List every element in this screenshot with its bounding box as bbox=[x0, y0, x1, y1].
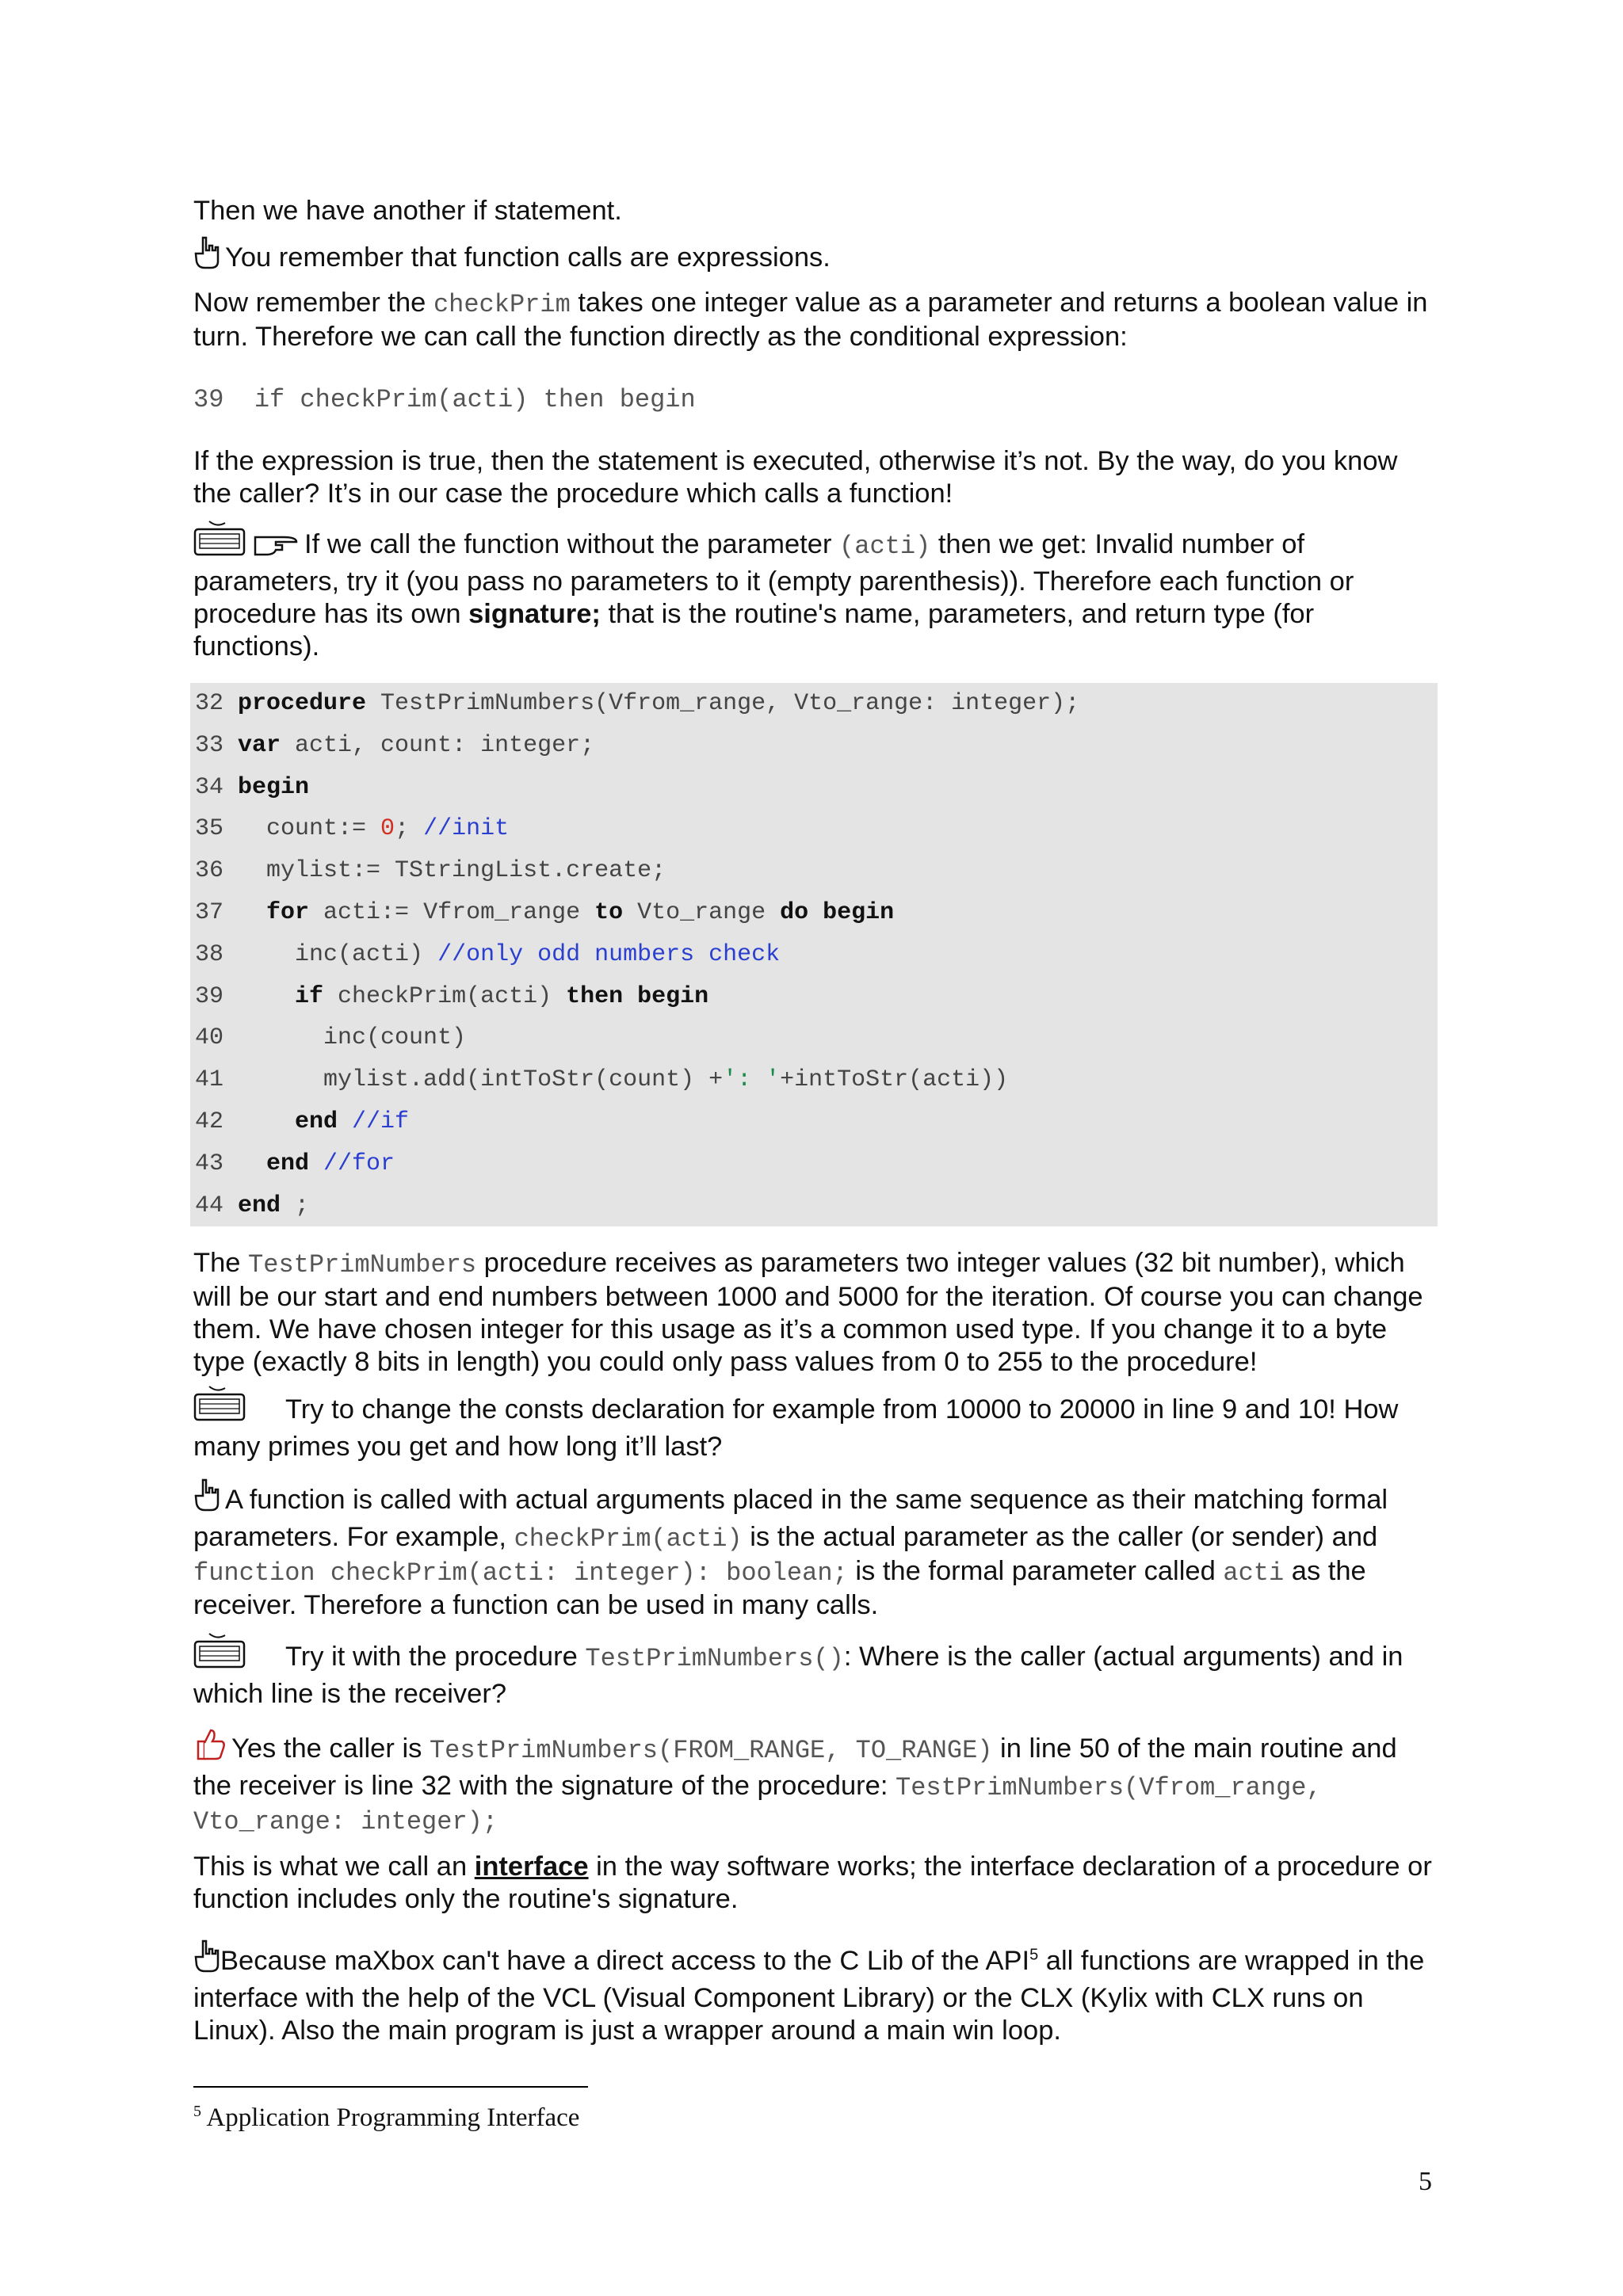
code-token: then begin bbox=[566, 982, 709, 1010]
code-line-number: 42 bbox=[195, 1108, 239, 1135]
pointing-hand-icon bbox=[193, 1938, 220, 1982]
code-token: if bbox=[295, 982, 338, 1010]
code-token: acti:= Vfrom_range bbox=[323, 899, 595, 926]
paragraph-interface: This is what we call an interface in the way software works; the interface declaration of a procedure or function includes only the routine's signature. bbox=[193, 1852, 1432, 1914]
code-token: //only odd numbers check bbox=[437, 940, 781, 968]
code-token: TestPrimNumbers(Vfrom_range, Vto_range: integer); bbox=[380, 690, 1080, 717]
code-line bbox=[195, 976, 708, 1018]
code-line bbox=[195, 1143, 395, 1185]
thumbs-up-icon bbox=[193, 1726, 227, 1770]
code-token bbox=[238, 1108, 295, 1135]
code-line bbox=[195, 1185, 309, 1227]
code-line-number: 43 bbox=[195, 1150, 239, 1177]
code-token: 0 bbox=[380, 815, 395, 843]
code-token bbox=[238, 983, 295, 1010]
code-token: inc(count) bbox=[238, 1024, 467, 1052]
code-line-number: 32 bbox=[195, 690, 239, 717]
code-line bbox=[195, 1101, 409, 1143]
code-line-number: 39 bbox=[195, 982, 239, 1010]
code-token: //init bbox=[423, 815, 510, 843]
paragraph-checkprim: Now remember the checkPrim takes one integer value as a parameter and returns a boolean value in turn. Therefore we can call the function directly as the conditional expression: bbox=[193, 288, 1428, 352]
paragraph-actual-arguments: A function is called with actual arguments placed in the same sequence as their matching formal parameters. For example, checkPrim(acti) is the actual parameter as the caller (or sender) and function checkPrim(acti: integer): boolean; is the formal parameter called acti as the receiver. Therefore a function can be used in many calls. bbox=[193, 1477, 1442, 1622]
code-line-number: 44 bbox=[195, 1192, 239, 1219]
code-token: count:= bbox=[238, 815, 381, 843]
code-token: ; bbox=[395, 815, 424, 843]
code-line bbox=[195, 1059, 1008, 1101]
code-token: do begin bbox=[780, 899, 895, 926]
code-line bbox=[195, 934, 780, 976]
paragraph-caller-answer: Yes the caller is TestPrimNumbers(FROM_RANGE, TO_RANGE) in line 50 of the main routine and the receiver is line 32 with the signature of the procedure: TestPrimNumbers(Vfrom_range, Vto_range: integer); bbox=[193, 1726, 1442, 1838]
code-token: +intToStr(acti)) bbox=[780, 1066, 1009, 1094]
code-line bbox=[195, 808, 509, 850]
code-token bbox=[238, 1150, 266, 1177]
code-line bbox=[195, 767, 309, 809]
code-token: ; bbox=[295, 1192, 310, 1219]
paragraph-if-statement: Then we have another if statement. bbox=[193, 196, 622, 226]
interface-link[interactable]: interface bbox=[474, 1852, 589, 1882]
code-line-number: 35 bbox=[195, 815, 239, 843]
code-token: acti, count: integer; bbox=[295, 731, 595, 759]
code-token: mylist.add(intToStr(count) + bbox=[238, 1066, 724, 1094]
code-token: end bbox=[238, 1192, 296, 1219]
code-token: //for bbox=[323, 1150, 395, 1177]
keyboard-icon bbox=[193, 1632, 247, 1678]
code-line bbox=[195, 725, 594, 767]
keyboard-icon bbox=[193, 520, 247, 566]
code-token: mylist:= TStringList.create; bbox=[238, 857, 666, 885]
pointing-finger-right-icon bbox=[252, 529, 300, 566]
paragraph-testprimnumbers: The TestPrimNumbers procedure receives as parameters two integer values (32 bit number), which will be our start and end numbers between 1000 and 5000 for the iteration. Of course you can change them. We have chosen integer for this usage as it’s a common used type. If you change it to a byte type (exactly 8 bits in length) you could only pass values from 0 to 255 to the procedure! bbox=[193, 1248, 1423, 1377]
code-token: for bbox=[266, 899, 324, 926]
paragraph-signature: If we call the function without the parameter (acti) then we get: Invalid number of parameters, try it (you pass no parameters to it (empty parenthesis)). Therefore each function or procedure has its own signature; that is the routine's name, parameters, and return type (for functions). bbox=[193, 520, 1442, 663]
code-line-number: 34 bbox=[195, 773, 239, 801]
code-line-number: 36 bbox=[195, 857, 239, 885]
code-token: var bbox=[238, 731, 296, 759]
page-number: 5 bbox=[1419, 2167, 1432, 2196]
code-line-number: 33 bbox=[195, 731, 239, 759]
keyboard-icon bbox=[193, 1385, 247, 1431]
paragraph-try-procedure: Try it with the procedure TestPrimNumbers(): Where is the caller (actual arguments) and in which line is the receiver? bbox=[193, 1632, 1442, 1711]
code-token: procedure bbox=[238, 690, 381, 717]
code-token: ': ' bbox=[723, 1066, 781, 1094]
paragraph-try-consts: Try to change the consts declaration for example from 10000 to 20000 in line 9 and 10! How many primes you get and how long it’ll last? bbox=[193, 1385, 1442, 1463]
paragraph-maxbox-api: Because maXbox can't have a direct access to the C Lib of the API$^5$ all functions are wrapped in the interface with the help of the VCL (Visual Component Library) or the CLX (Kylix with CLX runs on Linux). Also the main program is just a wrapper around a main win loop. bbox=[193, 1938, 1442, 2047]
code-line-number: 40 bbox=[195, 1024, 239, 1052]
code-line-number: 37 bbox=[195, 899, 239, 926]
code-token: end bbox=[295, 1108, 353, 1135]
code-line bbox=[195, 683, 1079, 725]
pointing-hand-icon bbox=[193, 235, 220, 279]
code-token: //if bbox=[352, 1108, 410, 1135]
code-token bbox=[238, 899, 266, 926]
code-token: to bbox=[594, 899, 638, 926]
code-snippet-line-39: 39 if checkPrim(acti) then begin bbox=[193, 385, 696, 414]
code-token: inc(acti) bbox=[238, 940, 438, 968]
footnote-divider bbox=[193, 2086, 588, 2088]
code-line bbox=[195, 892, 894, 934]
paragraph-expression-true: If the expression is true, then the statement is executed, otherwise it’s not. By the way, do you know the caller? It’s in our case the procedure which calls a function! bbox=[193, 446, 1398, 509]
code-line bbox=[195, 1017, 466, 1059]
note-paragraph-expressions: You remember that function calls are expressions. bbox=[193, 235, 1442, 279]
code-token: begin bbox=[238, 773, 310, 801]
pointing-hand-icon bbox=[193, 1477, 220, 1521]
footnote: $^5$ Application Programming Interface bbox=[193, 2103, 580, 2132]
code-line-number: 41 bbox=[195, 1066, 239, 1094]
code-token: checkPrim(acti) bbox=[338, 982, 567, 1010]
code-line-number: 38 bbox=[195, 940, 239, 968]
code-token: Vto_range bbox=[637, 899, 781, 926]
code-listing bbox=[190, 683, 1438, 1226]
code-token: end bbox=[266, 1150, 324, 1177]
code-line bbox=[195, 850, 666, 892]
